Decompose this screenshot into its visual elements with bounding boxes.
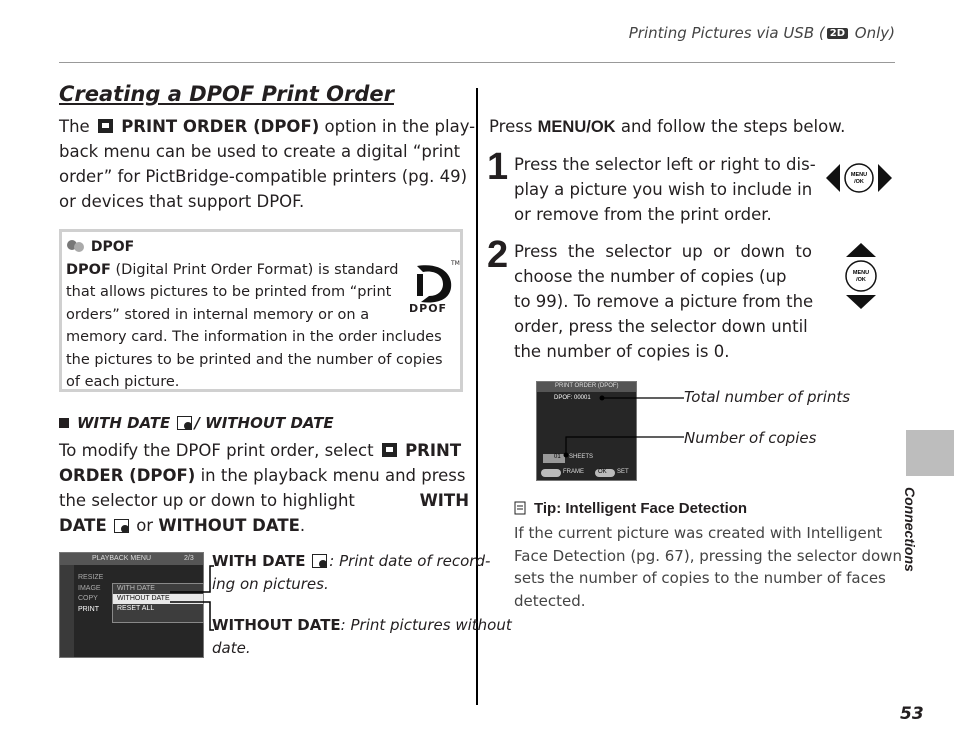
copies-value: 01 (554, 454, 561, 460)
print-order-title: PRINT ORDER (DPOF) (555, 383, 619, 389)
intro-paragraph: The PRINT ORDER (DPOF) option in the play- back menu can be used to create a digital “print order” for PictBridge-compatible printers (pg. 49) or devices that support DPOF. (59, 117, 476, 211)
menu-items (78, 573, 103, 615)
section-title: Creating a DPOF Print Order (59, 82, 394, 106)
frame-button-icon (541, 469, 561, 477)
svg-text:MENU: MENU (850, 172, 868, 178)
ok-label: OK (598, 469, 607, 475)
menu-item-image: IMAGE (78, 584, 101, 592)
tip-body: If the current picture was created with Intelligent Face Detection (pg. 67), pressing the selector down sets the number of copies to the number of faces detected. (514, 524, 902, 610)
header-prefix: Printing Pictures via USB ( (628, 24, 825, 42)
total-prints-annotation: Total number of prints (684, 388, 851, 406)
with-date-callout: WITH DATE : Print date of record- ing on pictures. (212, 552, 491, 593)
column-divider (476, 88, 478, 705)
date-icon (177, 416, 192, 430)
menu-tab-strip (60, 565, 74, 657)
set-label: SET (617, 469, 629, 475)
subsection-heading: WITH DATE / WITHOUT DATE (59, 414, 334, 432)
menu-item-print: PRINT (78, 605, 99, 613)
step-1-text: Press the selector left or right to dis- play a picture you wish to include in or remove from the print order. (514, 155, 816, 224)
press-instruction: Press MENU/OK and follow the steps below. (489, 117, 846, 136)
svg-text:MENU: MENU (852, 270, 870, 276)
dpof-logo-text: DPOF (409, 302, 448, 315)
menu-title: PLAYBACK MENU (92, 555, 151, 562)
date-icon (114, 519, 129, 533)
side-tab-label: Connections (902, 487, 918, 572)
note-icon (66, 238, 86, 253)
page-number: 53 (900, 704, 924, 724)
header-suffix: Only) (850, 24, 895, 42)
copies-annotation: Number of copies (684, 429, 817, 447)
selector-up-down-icon (836, 243, 886, 309)
submenu-without-date: WITHOUT DATE (113, 594, 203, 604)
sheets-label: SHEETS (569, 454, 594, 460)
trademark-mark: TM (451, 260, 460, 267)
dpof-logo (407, 260, 459, 316)
step-1-number: 1 (487, 146, 509, 188)
step-2-number: 2 (487, 234, 509, 276)
submenu-reset-all: RESET ALL (117, 605, 155, 612)
step-2-text: Press the selector up or down to choose the number of copies (up to 99). To remove a picture from the order, press the selector down until the number of copies is 0. (514, 242, 814, 361)
date-icon (312, 554, 327, 568)
screen-callout-lines (560, 392, 685, 462)
frame-label: FRAME (563, 469, 584, 475)
tip-heading: Tip: Intelligent Face Detection (514, 500, 747, 517)
dpof-count: DPOF: 00001 (554, 395, 591, 401)
svg-text:/OK: /OK (856, 277, 866, 283)
note-heading: DPOF (66, 236, 458, 259)
tip-icon (514, 501, 528, 515)
menu-item-resize: RESIZE (78, 574, 104, 581)
menu-page: 2/3 (184, 555, 194, 562)
print-order-icon (382, 443, 397, 457)
print-order-icon (98, 119, 113, 133)
side-tab-label-wrap (898, 487, 938, 592)
header-rule (59, 62, 895, 63)
selector-left-right-icon (826, 156, 892, 200)
submenu-with-date: WITH DATE (117, 585, 155, 592)
bullet-square (59, 418, 69, 428)
mode-chip: 2D (827, 28, 848, 39)
section-tab (906, 430, 954, 476)
callout-lines (170, 560, 215, 635)
running-header (0, 24, 895, 42)
menu-item-copy: COPY (78, 595, 98, 602)
svg-text:/OK: /OK (854, 179, 864, 185)
modify-paragraph: To modify the DPOF print order, select PRINT ORDER (DPOF) in the playback menu and press the selector up or down to highlight WITH DATE or WITHOUT DATE. (59, 441, 469, 535)
dpof-note-box: DPOF DPOF (Digital Print Order Format) is standard that allows pictures to be printed from “print orders” stored in internal memory or on a memory card. The information in the order includes the pictures to be printed and the number of copies of each picture. TM DPOF (59, 229, 463, 392)
without-date-callout: WITHOUT DATE: Print pictures without date. (212, 616, 512, 657)
